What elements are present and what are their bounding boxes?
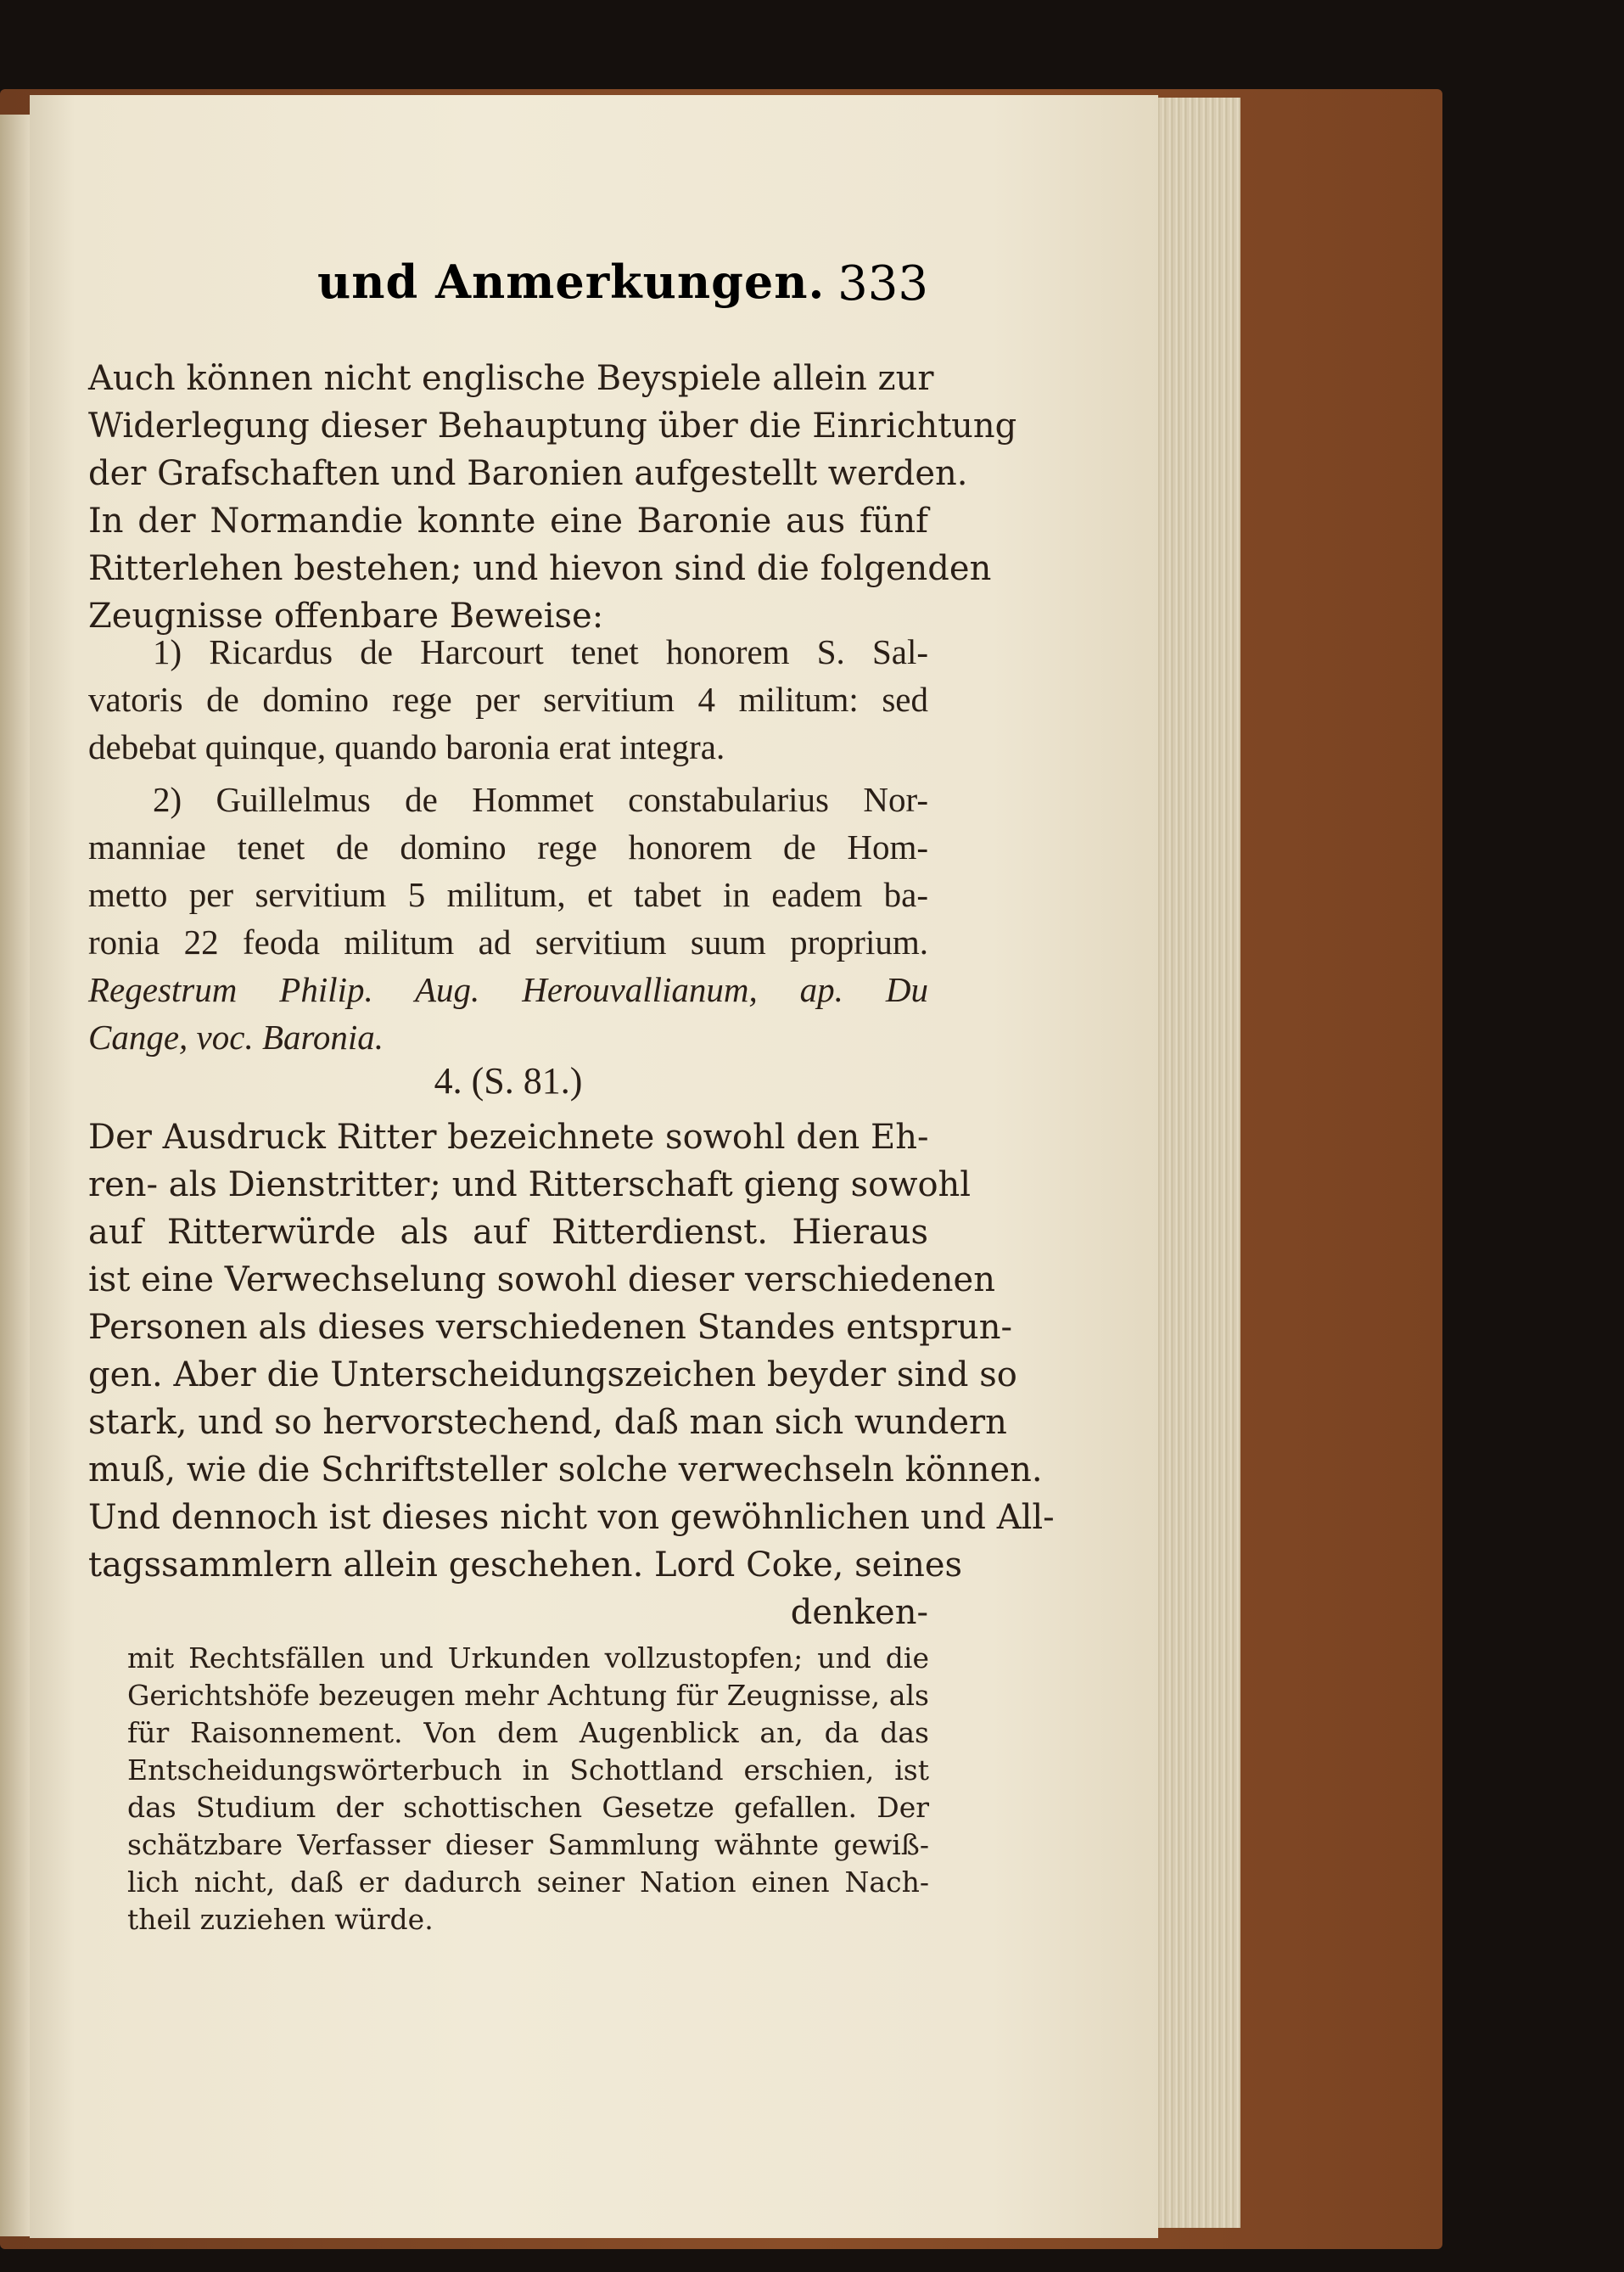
- text-line: In der Normandie konnte eine Baronie aus fünf: [88, 502, 928, 541]
- facing-page-edge: [0, 115, 30, 2236]
- text-line: Widerlegung dieser Behauptung über die Einrichtung: [88, 407, 1017, 446]
- page-number: 333: [837, 256, 928, 311]
- page-block-edge: [1147, 98, 1240, 2228]
- footnote-line: Gerichtshöfe bezeugen mehr Achtung für Zeugnisse, als: [127, 1679, 929, 1712]
- footnote-line: theil zuziehen würde.: [127, 1903, 434, 1936]
- section-heading-text: 4. (S. 81.): [434, 1060, 583, 1102]
- footnote-line: mit Rechtsfällen und Urkunden vollzustopfen; und die: [127, 1641, 929, 1675]
- footnote: [127, 1640, 929, 1938]
- running-head: [317, 255, 928, 323]
- text-line: Personen als dieses verschiedenen Standes entsprun-: [88, 1308, 1012, 1347]
- text-line: auf Ritterwürde als auf Ritterdienst. Hieraus: [88, 1213, 928, 1252]
- text-line: Auch können nicht englische Beyspiele allein zur: [88, 359, 934, 398]
- text-line: Der Ausdruck Ritter bezeichnete sowohl den Eh-: [88, 1118, 929, 1157]
- latin-quote-2: [88, 776, 928, 966]
- footnote-line: schätzbare Verfasser dieser Sammlung wähnte gewiß-: [127, 1828, 929, 1861]
- text-line: Und dennoch ist dieses nicht von gewöhnlichen und All-: [88, 1498, 1055, 1537]
- text-line: Regestrum Philip. Aug. Herouvallianum, ap. Du: [88, 970, 928, 1009]
- text-line: Zeugnisse offenbare Beweise:: [88, 597, 604, 636]
- footnote-line: Entscheidungswörterbuch in Schottland erschien, ist: [127, 1753, 929, 1787]
- text-line: ist eine Verwechselung sowohl dieser verschiedenen: [88, 1260, 995, 1299]
- text-line: Cange, voc. Baronia.: [88, 1018, 384, 1057]
- text-line: 2) Guillelmus de Hommet constabularius Nor-: [153, 780, 928, 819]
- text-line: manniae tenet de domino rege honorem de Hom-: [88, 827, 928, 867]
- running-title: und Anmerkungen.: [317, 255, 826, 309]
- text-line: gen. Aber die Unterscheidungszeichen beyder sind so: [88, 1355, 1017, 1394]
- text-line: stark, und so hervorstechend, daß man sich wundern: [88, 1403, 1007, 1442]
- catchword: denken-: [790, 1593, 928, 1632]
- text-line: muß, wie die Schriftsteller solche verwechseln können.: [88, 1450, 1043, 1489]
- text-line: der Grafschaften und Baronien aufgestellt werden.: [88, 454, 968, 493]
- paragraph-1: [88, 355, 1017, 640]
- footnote-line: lich nicht, daß er dadurch seiner Nation einen Nach-: [127, 1865, 929, 1899]
- text-line: metto per servitium 5 militum, et tabet in eadem ba-: [88, 875, 928, 914]
- text-line: debebat quinque, quando baronia erat integra.: [88, 727, 725, 766]
- text-line: ren- als Dienstritter; und Ritterschaft gieng sowohl: [88, 1165, 972, 1204]
- text-line: tagssammlern allein geschehen. Lord Coke, seines: [88, 1546, 963, 1585]
- footnote-line: für Raisonnement. Von dem Augenblick an, da das: [127, 1716, 929, 1749]
- citation: [88, 966, 928, 1061]
- text-line: ronia 22 feoda militum ad servitium suum proprium.: [88, 923, 928, 962]
- text-line: Ritterlehen bestehen; und hievon sind die folgenden: [88, 549, 992, 588]
- section-heading: [88, 1057, 928, 1105]
- paragraph-2: [88, 1114, 1055, 1636]
- latin-quote-1: [88, 628, 928, 771]
- footnote-line: das Studium der schottischen Gesetze gefallen. Der: [127, 1791, 929, 1824]
- text-line: vatoris de domino rege per servitium 4 militum: sed: [88, 680, 928, 719]
- text-line: 1) Ricardus de Harcourt tenet honorem S. Sal-: [153, 632, 928, 671]
